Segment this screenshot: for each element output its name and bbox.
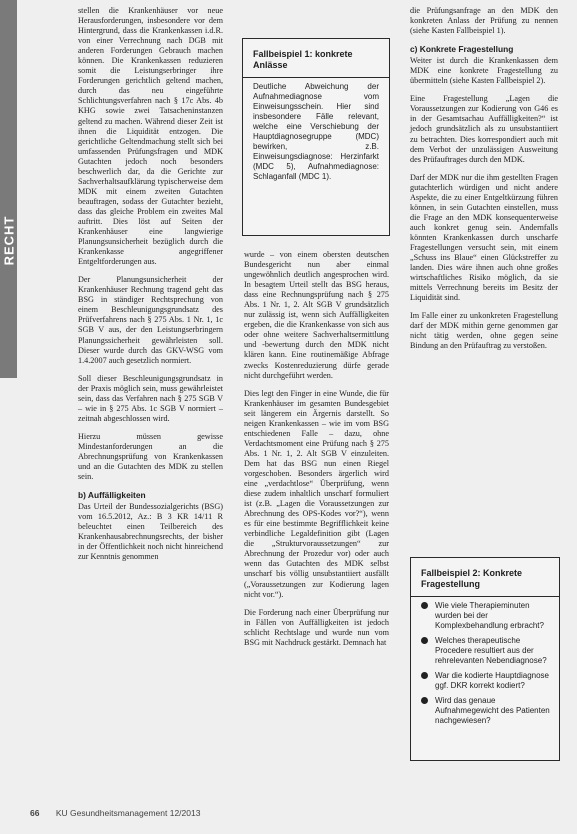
paragraph: Eine Fragestellung „Lagen die Voraussetzungen zur Kodierung von G46 es in der Gesamtsachau Auffälligkeiten?“ ist jedoch grundsätzlich als zu unsubstantiiert zu betrachten. Dies korrespondiert auch mit dem Verbot der unzulässigen Ausweitung des Prüfauftrages durch den MDK. [410,94,558,164]
bullet-icon [421,602,428,609]
section-heading: c) Konkrete Fragestellung [410,44,514,55]
bullet-icon [421,672,428,679]
section-label-wrap [0,210,17,270]
section-heading: b) Auffälligkeiten [78,490,146,501]
list-item-text: Welches therapeutische Procedere resultiert aus der rehrelevanten Nebendiagnose? [435,636,547,665]
bullet-icon [421,637,428,644]
paragraph: Weiter ist durch die Krankenkassen dem MDK eine konkrete Fragestellung zu übermitteln (siehe Kasten Fallbeispiel 2). [410,56,558,86]
box-divider [243,77,389,78]
bullet-icon [421,697,428,704]
column-2 [244,250,389,656]
paragraph: Im Falle einer zu unkonkreten Fragestellung darf der MDK mithin gerne genommen gar nicht tätig werden, ohne gegen seine Bindung an den Prüfauftrag zu verstoßen. [410,311,558,351]
box-divider [411,596,559,597]
paragraph: Dies legt den Finger in eine Wunde, die für Krankenhäuser im gesamten Bundesgebiet seit längerem ein Ärgernis darstellt. So neigen Krankenkassen – wie im vom BSG entschiedenen Falle – dazu, ohne Verdachtsmoment eine Prüfung nach § 275 Abs. 1 Nr. 1, 2. Alt SGB V einzuleiten. Dem hat das BSG nun einen Riegel vorgeschoben. Besonders ärgerlich wird eine „verdachtlose“ Überprüfung, wenn diese zudem inhaltlich unscharf formuliert ist (z.B. „Lagen die Voraussetzungen zur Abrechnung des OPS-Kodes vor?“), wenn es für eine bestimmte Begrifflichkeit keine verbindliche Legaldefinition gibt (Lagen die „Strukturvoraussetzungen“ zur Abrechnung der Prozedur vor) oder auch wenn das Gutachten des MDK selbst unscharf bis völlig unsubstantiiert ausfällt („Voraussetzungen zur Kodierung lagen nicht vor.“). [244,388,389,599]
paragraph: die Prüfungsanfrage an den MDK den konkreten Anlass der Prüfung zu nennen (siehe Kasten Fallbeispiel 1). [410,6,558,36]
list-item-text: Wie viele Therapieminuten wurden bei der Komplexbehandlung erbracht? [435,601,544,630]
section-label: RECHT [1,215,16,265]
paragraph: Das Urteil der Bundessozialgerichts (BSG) vom 16.5.2012, Az.: B 3 KR 14/11 R beleuchtet einen Teilbereich des Krankenhausabrechnungsrechts, der bisher in der Öffentlichkeit noch nicht hinreichend zur Kenntnis genommen [78,502,223,562]
list-item-text: War die kodierte Hauptdiagnose ggf. DKR korrekt kodiert? [435,671,549,690]
paragraph: Der Planungsunsicherheit der Krankenhäuser Rechnung tragend geht das BSG in ständiger Rechtsprechung von einem Beschleunigungsgrundsatz des Prüfverfahrens nach § 275 Abs. 1 Nr. 1, 1c SGB V aus, der den Leistungserbringern Planungssicherheit gewährleisten soll. Dieser wurde durch das GKV-WSG vom 1.4.2007 auch gesetzlich normiert. [78,275,223,365]
question-list [411,601,559,726]
box-title: Fallbeispiel 1: konkrete Anlässe [253,49,353,70]
box-text: Deutliche Abweichung der Aufnahmediagnose vom Einweisungsschein. Hier sind insbesondere Fälle relevant, welche eine Verschiebung der Hauptdiagnosegruppe (MDC) bewirken, z.B. Einweisungsdiagnose: Herzinfarkt (MDC 5), Aufnahmediagnose: Schlaganfall (MDC 1). [253,82,379,181]
paragraph: Hierzu müssen gewisse Mindestanforderungen an die Abrechnungsprüfung von Krankenkassen und an die Gutachten des MDK zu stellen sein. [78,431,223,482]
box-title: Fallbeispiel 2: Konkrete Fragestellung [421,568,523,589]
list-item [419,636,551,666]
column-1 [78,6,223,570]
list-item [419,601,551,631]
journal-name: KU Gesundheitsmanagement 12/2013 [55,808,201,818]
page-footer [30,808,200,818]
list-item [419,671,551,691]
case-box-1 [242,38,390,236]
paragraph: Soll dieser Beschleunigungsgrundsatz in der Praxis möglich sein, muss gewährleistet sein, dass das Verfahren nach § 275 SGB V – wie in § 275 Abs. 1c SGB V normiert – zeitnah abgeschlossen wird. [78,373,223,423]
paragraph: Darf der MDK nur die ihm gestellten Fragen gutachterlich würdigen und nicht andere Aspekte, die zu einer Entgeltkürzung führen können, in sein Gutachten einstellen, muss die Frage an den MDK konsequenterweise auch konkret genug sein. Andernfalls könnten Krankenkassen durch unscharfe Fragestellungen versucht sein, mit einem „Schuss ins Blaue“ einen Glückstreffer zu landen. Dies wäre ihnen auch ohne großes wirtschaftliches Risiko möglich, da sie mittels Verrechnung bereits im Besitz der Liquidität sind. [410,172,558,303]
paragraph: wurde – von einem obersten deutschen Bundesgericht nun aber einmal ungewöhnlich deutlich angesprochen wird. In besagtem Urteil stellt das BSG heraus, dass eine Rechnungsprüfung nach § 275 Abs. 1 Nr. 1, 2. Alt SGB V grundsätzlich nur zulässig ist, wenn sich Auffälligkeiten ergeben, die die Krankenkasse von sich aus oder ohne weitere Sachverhaltsermittlung und -bewertung durch den MDK nicht klären kann. Eine routinemäßige Abfrage zwecks Kostenreduzierung dürfe gerade nicht durchgeführt werden. [244,250,389,380]
page-number: 66 [30,808,40,818]
list-item [419,696,551,726]
column-3 [410,6,558,359]
paragraph: stellen die Krankenhäuser vor neue Herausforderungen, insbesondere vor dem Hintergrund, dass die Krankenkassen i.d.R. von einer Verrechnung nach DGB mit anderen Forderungen Gebrauch machen können. Die Krankenkassen reduzieren somit die Leistungserbringer ihre Forderungen gerichtlich geltend machen, durch das neu eingeführte Schlichtungsverfahren nach § 17c Abs. 4b KHG sowie zwei Tatsacheninstanzen geltend zu machen. Während dieser Zeit ist ihnen die Liquidität entzogen. Die gerichtliche Geltendmachung stellt sich bei umfassenden Prüfungsfragen und MDK Gutachten jedoch noch besonders beschwerlich dar, da die Gerichte zur Sachverhaltsaufklärung typischerweise dem MDK mit einem zweiten Gutachten beauftragen, sodass der Gutachter bezieht, dass das gleiche Problem ein zweites Mal auftritt. Dies löst auf Seiten der Krankenhäuser eine langwierige Planungsunsicherheit bezüglich durch die Krankenkasse angegriffener Entgeltforderungen aus. [78,6,223,267]
case-box-2 [410,557,560,761]
section-tab [0,0,17,378]
list-item-text: Wird das genaue Aufnahmegewicht des Patienten nachgewiesen? [435,696,550,725]
paragraph: Die Forderung nach einer Überprüfung nur in Fällen von Auffälligkeiten ist jedoch schlicht Rechtslage und wurde nun vom BSG mit Nachdruck gestärkt. Demnach hat [244,607,389,647]
